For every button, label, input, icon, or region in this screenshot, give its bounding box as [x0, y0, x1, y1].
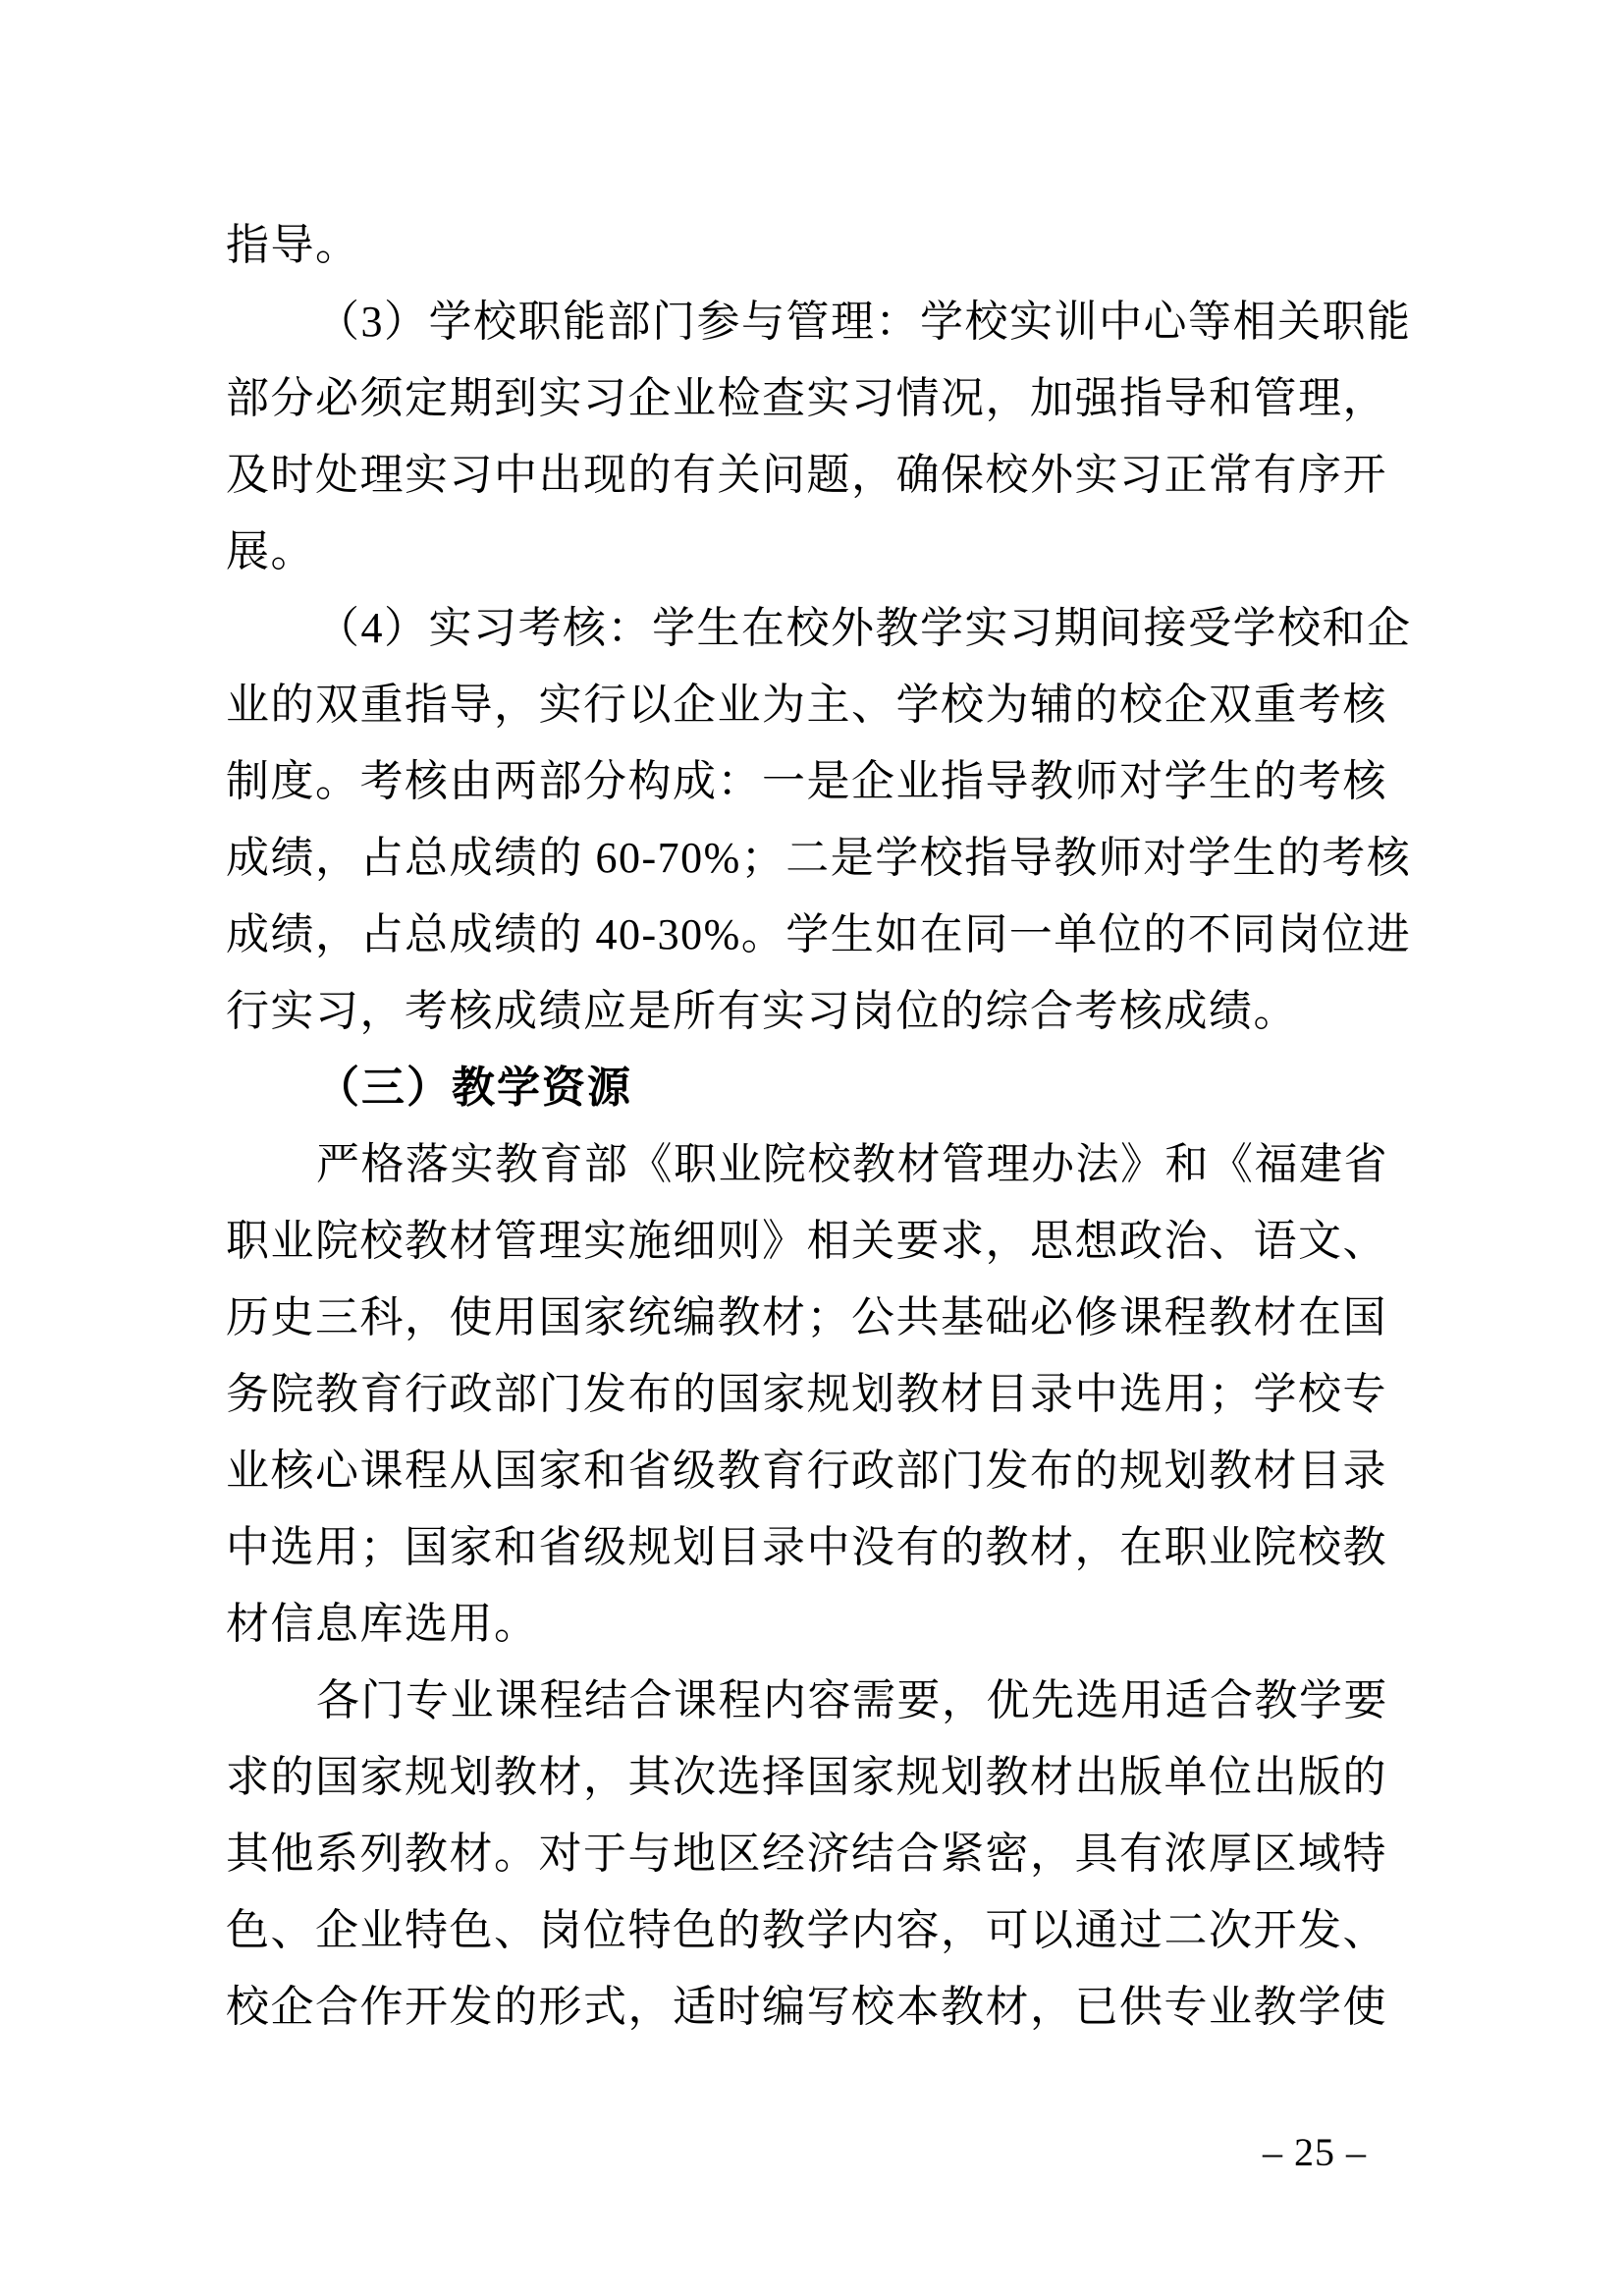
text-line: 色、企业特色、岗位特色的教学内容，可以通过二次开发、 — [226, 1906, 1387, 1954]
text-line: （4）实习考核：学生在校外教学实习期间接受学校和企 — [316, 604, 1412, 652]
text-line: 校企合作开发的形式，适时编写校本教材，已供专业教学使 — [226, 1983, 1387, 2031]
text-line: 展。 — [226, 527, 315, 575]
text-line: 成绩，占总成绩的 40-30%。学生如在同一单位的不同岗位进 — [226, 910, 1412, 958]
text-line: 严格落实教育部《职业院校教材管理办法》和《福建省 — [316, 1140, 1388, 1188]
text-line: 其他系列教材。对于与地区经济结合紧密，具有浓厚区域特 — [226, 1830, 1387, 1878]
text-line: 业核心课程从国家和省级教育行政部门发布的规划教材目录 — [226, 1447, 1387, 1495]
text-line: 职业院校教材管理实施细则》相关要求，思想政治、语文、 — [226, 1217, 1387, 1265]
text-line: （3）学校职能部门参与管理：学校实训中心等相关职能 — [316, 298, 1412, 346]
text-line: 中选用；国家和省级规划目录中没有的教材，在职业院校教 — [226, 1523, 1387, 1571]
text-line: 成绩，占总成绩的 60-70%；二是学校指导教师对学生的考核 — [226, 834, 1412, 882]
text-line: 及时处理实习中出现的有关问题，确保校外实习正常有序开 — [226, 451, 1387, 499]
text-line: 历史三科，使用国家统编教材；公共基础必修课程教材在国 — [226, 1293, 1387, 1341]
text-line: 行实习，考核成绩应是所有实习岗位的综合考核成绩。 — [226, 987, 1298, 1035]
text-line: 材信息库选用。 — [226, 1600, 539, 1648]
text-line: 指导。 — [226, 221, 360, 269]
text-line: 求的国家规划教材，其次选择国家规划教材出版单位出版的 — [226, 1753, 1387, 1801]
page-number-footer: – 25 – — [1263, 2130, 1367, 2174]
document-text-content — [226, 207, 1412, 2046]
section-heading-line: （三）教学资源 — [316, 1064, 632, 1112]
text-line: 部分必须定期到实习企业检查实习情况，加强指导和管理， — [226, 374, 1387, 422]
text-line: 制度。考核由两部分构成：一是企业指导教师对学生的考核 — [226, 757, 1387, 805]
text-line: 各门专业课程结合课程内容需要，优先选用适合教学要 — [316, 1676, 1388, 1724]
text-line: 业的双重指导，实行以企业为主、学校为辅的校企双重考核 — [226, 681, 1387, 729]
text-line: 务院教育行政部门发布的国家规划教材目录中选用；学校专 — [226, 1370, 1387, 1418]
